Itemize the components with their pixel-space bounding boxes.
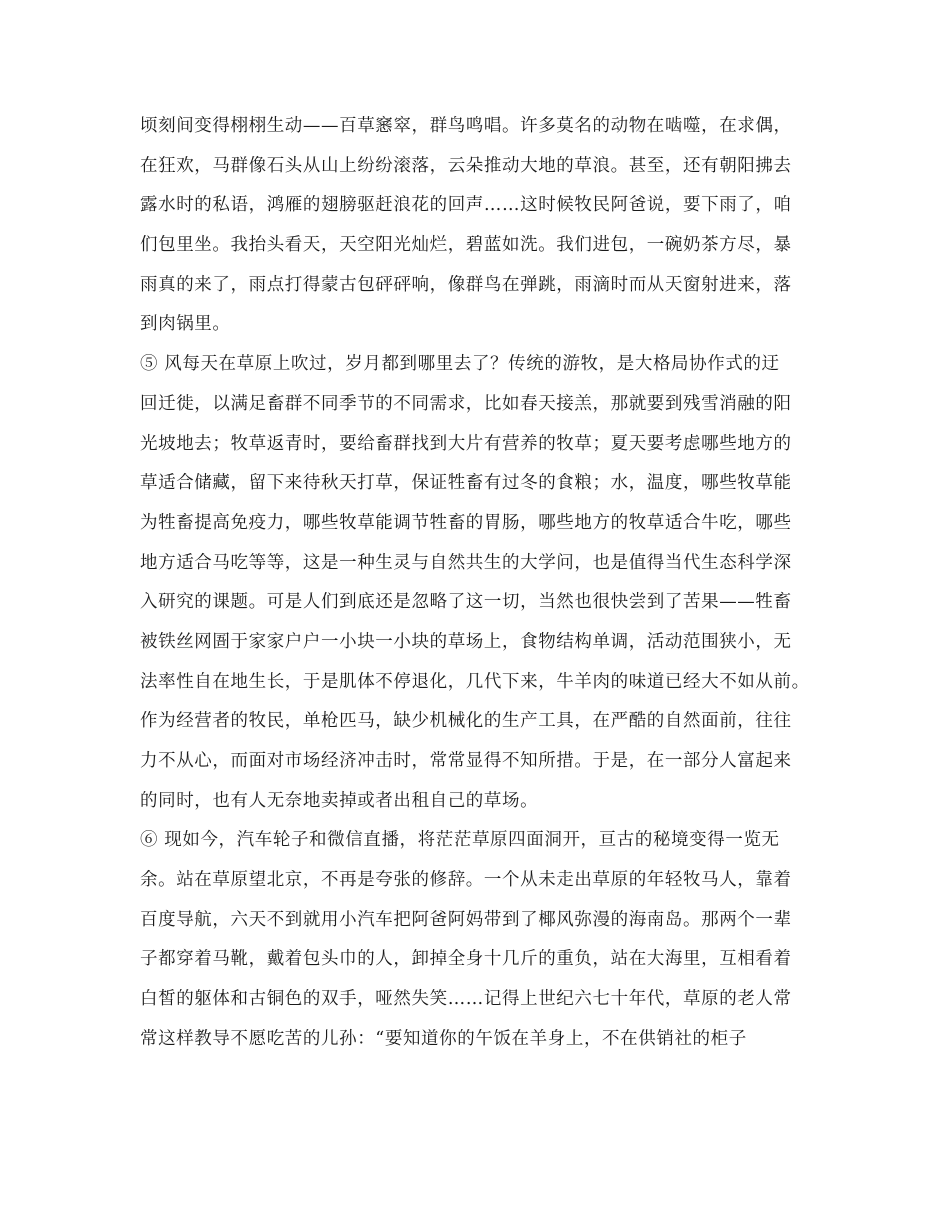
text-line: 被铁丝网圄于家家户户一小块一小块的草场上，食物结构单调，活动范围狭小，无	[140, 631, 792, 652]
paragraph-5-line: ⑤ 风每天在草原上吹过，岁月都到哪里去了？传统的游牧，是大格局协作式的迂	[140, 354, 780, 375]
text-line: 余。站在草原望北京，不再是夸张的修辞。一个从未走出草原的年轻牧马人，靠着	[140, 870, 792, 891]
text-line: 白皙的躯体和古铜色的双手，哑然失笑……记得上世纪六七十年代，草原的老人常	[140, 989, 792, 1010]
text-line: 雨真的来了，雨点打得蒙古包砰砰响，像群鸟在弹跳，雨滴时而从天窗射进来，落	[140, 274, 792, 295]
text-line: 的同时，也有人无奈地卖掉或者出租自己的草场。	[140, 790, 539, 811]
body-text	[140, 107, 840, 1060]
paragraph-6-line: ⑥ 现如今，汽车轮子和微信直播，将茫茫草原四面洞开，亘古的秘境变得一览无	[140, 830, 780, 851]
text-line: 力不从心，而面对市场经济冲击时，常常显得不知所措。于是，在一部分人富起来	[140, 751, 792, 771]
text-line: 百度导航，六天不到就用小汽车把阿爸阿妈带到了椰风弥漫的海南岛。那两个一辈	[140, 909, 792, 930]
text-line: 作为经营者的牧民，单枪匹马，缺少机械化的生产工具，在严酷的自然面前，往往	[140, 711, 792, 732]
text-line: 法率性自在地生长，于是肌体不停退化，几代下来，牛羊肉的味道已经大不如从前。	[140, 671, 810, 692]
text-line: 回迁徙，以满足畜群不同季节的不同需求，比如春天接羔，那就要到残雪消融的阳	[140, 393, 792, 414]
text-line: 常这样教导不愿吃苦的儿孙：“要知道你的午饭在羊身上，不在供销社的柜子	[140, 1028, 747, 1049]
text-line: 到肉锅里。	[140, 314, 231, 335]
text-line: 们包里坐。我抬头看天，天空阳光灿烂，碧蓝如洗。我们进包，一碗奶茶方尽，暴	[140, 235, 792, 256]
text-line: 入研究的课题。可是人们到底还是忽略了这一切，当然也很快尝到了苦果——牲畜	[140, 592, 792, 613]
text-line: 为牲畜提高免疫力，哪些牧草能调节牲畜的胃肠，哪些地方的牧草适合牛吃，哪些	[140, 512, 792, 533]
text-line: 光坡地去；牧草返青时，要给畜群找到大片有营养的牧草；夏天要考虑哪些地方的	[140, 433, 792, 454]
text-line: 露水时的私语，鸿雁的翅膀驱赶浪花的回声……这时候牧民阿爸说，要下雨了，咱	[140, 195, 792, 216]
text-line: 顷刻间变得栩栩生动——百草窸窣，群鸟鸣唱。许多莫名的动物在啮噬，在求偶，	[140, 116, 792, 136]
text-line: 在狂欢，马群像石头从山上纷纷滚落，云朵推动大地的草浪。甚至，还有朝阳拂去	[140, 155, 792, 176]
text-line: 草适合储藏，留下来待秋天打草，保证牲畜有过冬的食粮；水，温度，哪些牧草能	[140, 473, 792, 494]
text-line: 子都穿着马靴，戴着包头巾的人，卸掉全身十几斤的重负，站在大海里，互相看着	[140, 949, 792, 970]
text-line: 地方适合马吃等等，这是一种生灵与自然共生的大学问，也是值得当代生态科学深	[140, 552, 792, 573]
